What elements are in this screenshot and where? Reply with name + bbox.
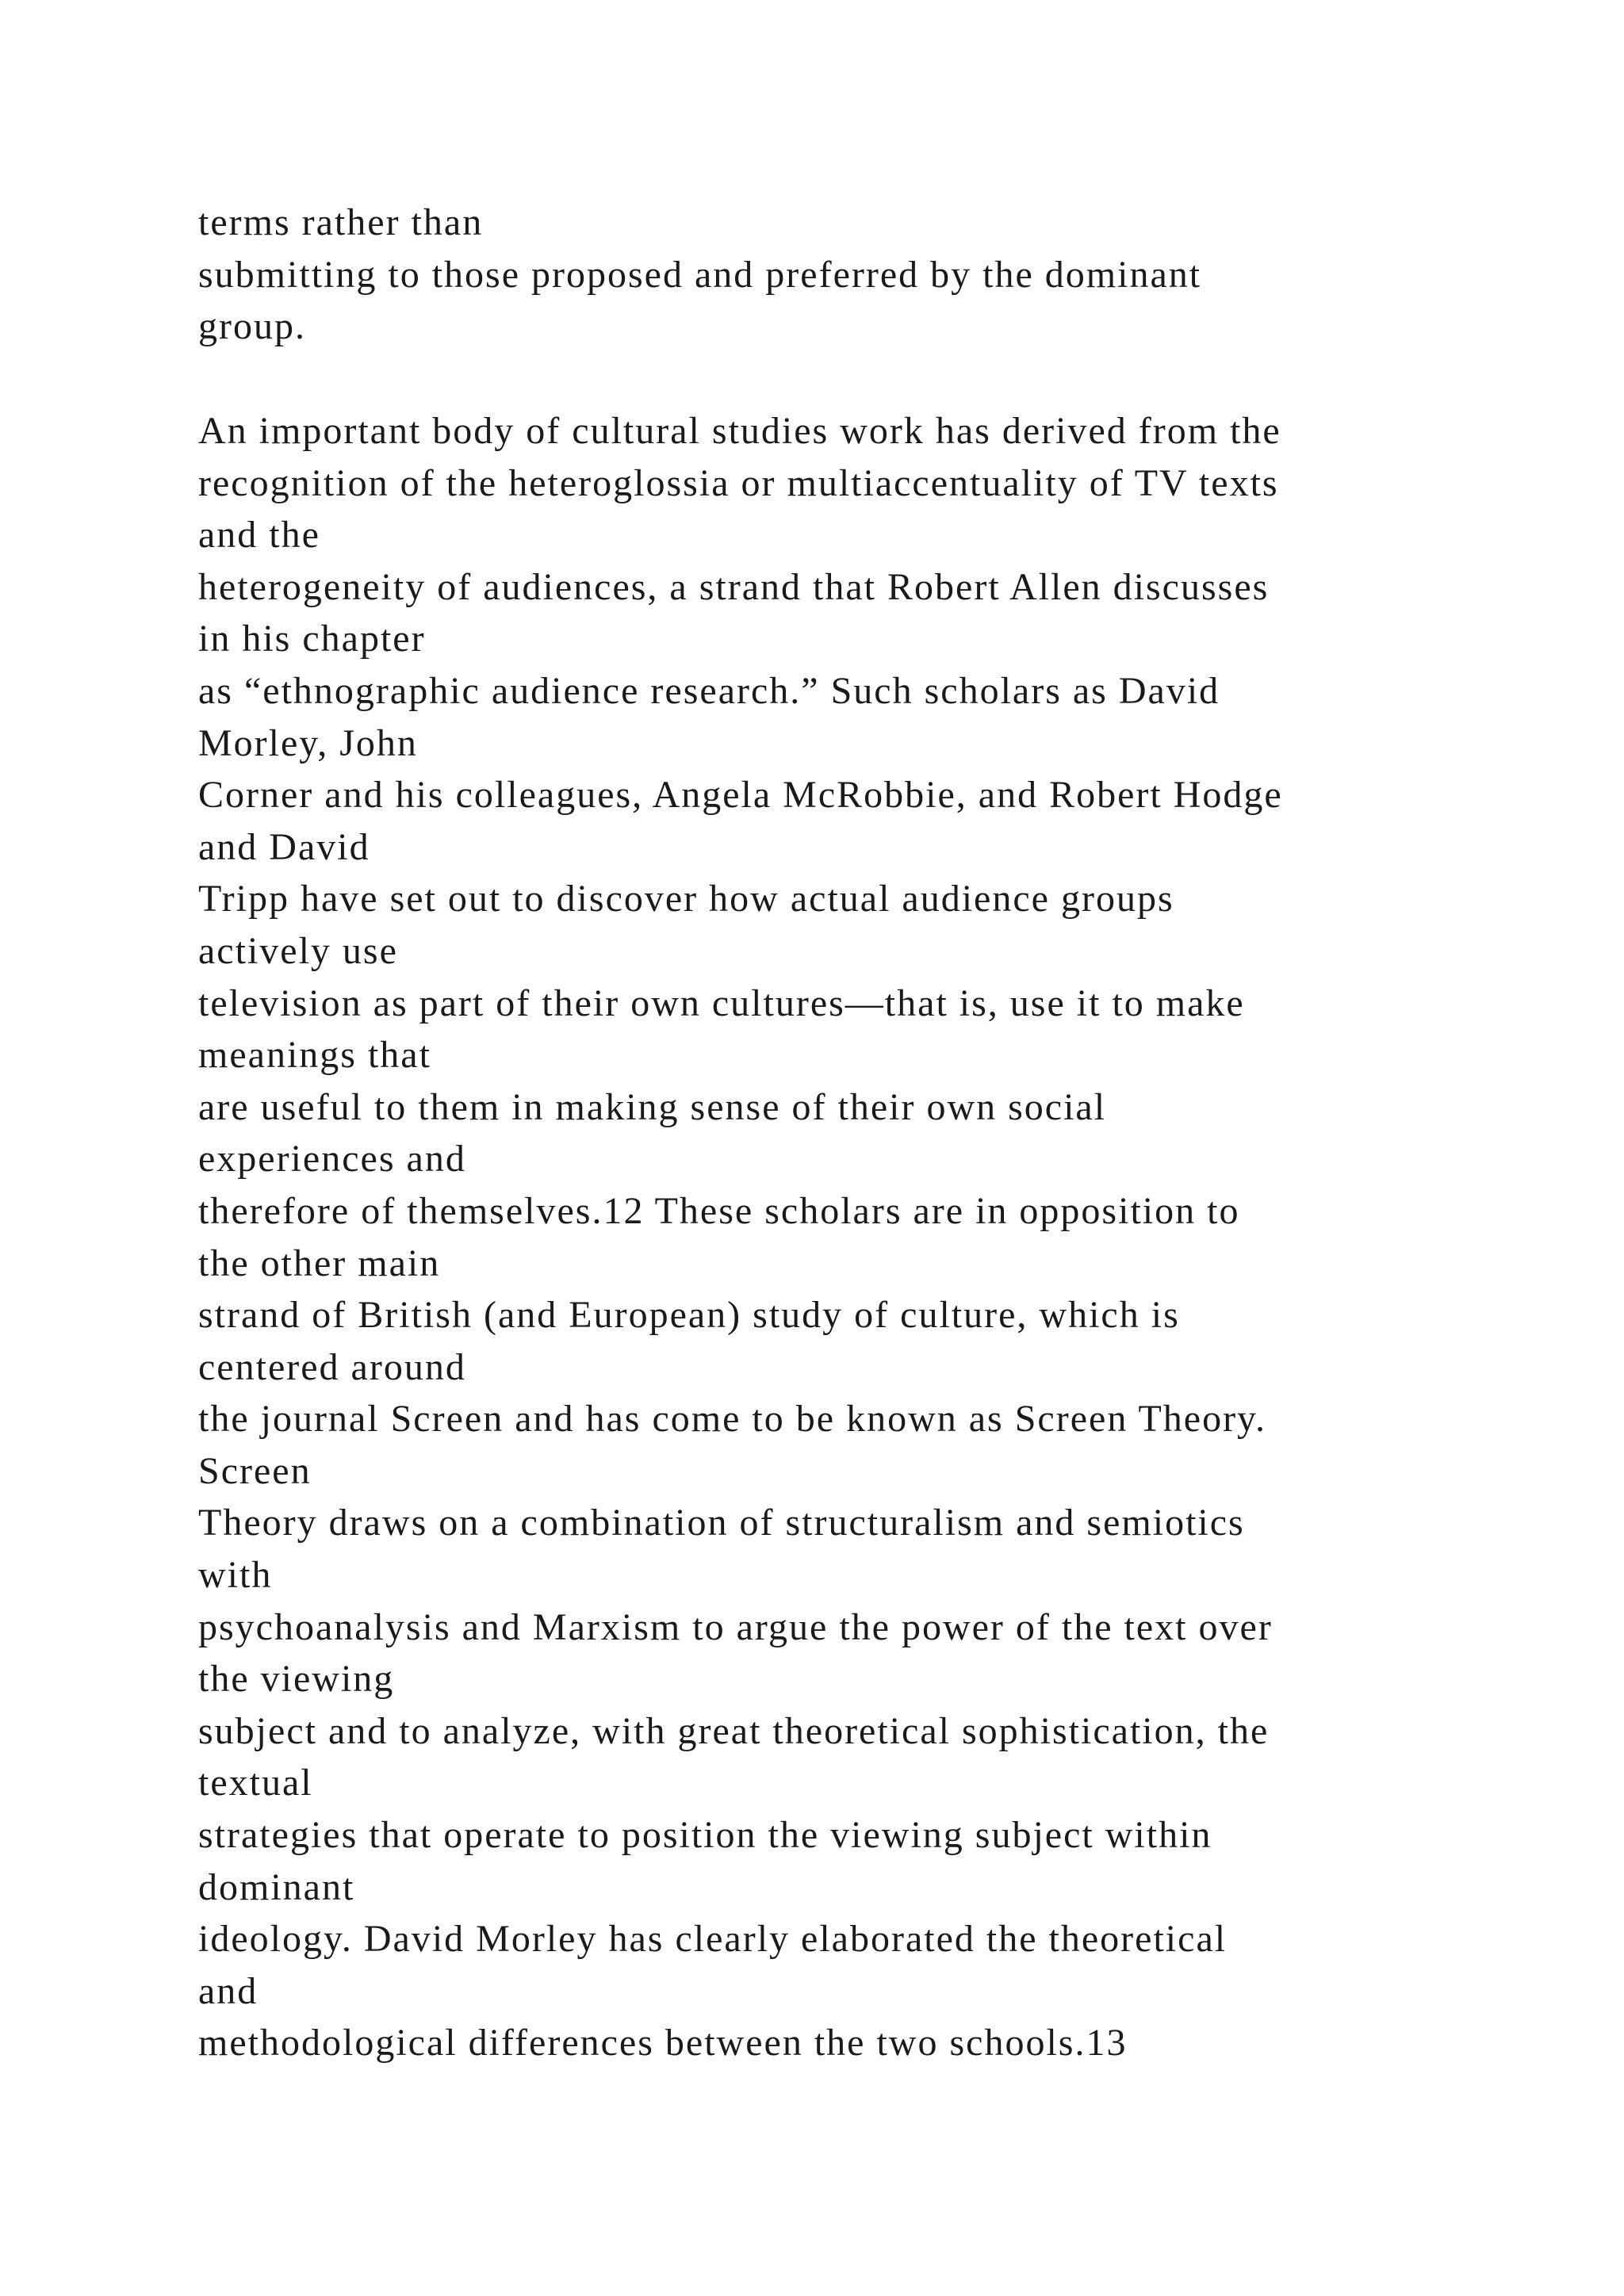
text-line: psychoanalysis and Marxism to argue the power of the text over	[198, 1605, 1273, 1648]
text-line: Screen	[198, 1449, 312, 1492]
text-line: strand of British (and European) study of culture, which is	[198, 1294, 1180, 1337]
text-line: methodological differences between the two schools.13	[198, 2022, 1128, 2064]
paragraph-continuation	[198, 197, 1515, 353]
text-line: television as part of their own cultures—that is, use it to make	[198, 982, 1245, 1024]
text-line: and the	[198, 514, 320, 557]
text-line: experiences and	[198, 1138, 466, 1181]
text-line: the viewing	[198, 1658, 395, 1701]
text-line: group.	[198, 305, 306, 348]
text-line: heterogeneity of audiences, a strand that Robert Allen discusses	[198, 565, 1270, 608]
text-line: as “ethnographic audience research.” Such scholars as David	[198, 669, 1220, 712]
text-line: strategies that operate to position the viewing subject within	[198, 1814, 1212, 1857]
text-line: dominant	[198, 1866, 355, 1908]
text-line: in his chapter	[198, 618, 426, 660]
text-line: Corner and his colleagues, Angela McRobbie, and Robert Hodge	[198, 774, 1283, 817]
text-line: are useful to them in making sense of their own social	[198, 1085, 1107, 1128]
text-line: meanings that	[198, 1034, 431, 1077]
text-line: Theory draws on a combination of structuralism and semiotics	[198, 1502, 1245, 1544]
text-line: terms rather than	[198, 201, 484, 243]
text-line: and David	[198, 825, 370, 868]
paragraph-cultural-studies	[198, 405, 1515, 2069]
text-line: recognition of the heteroglossia or multiaccentuality of TV texts	[198, 461, 1279, 504]
text-line: Tripp have set out to discover how actual audience groups	[198, 878, 1174, 920]
text-line: textual	[198, 1762, 313, 1804]
text-line: therefore of themselves.12 These scholars are in opposition to	[198, 1189, 1240, 1232]
text-line: ideology. David Morley has clearly elaborated the theoretical	[198, 1918, 1228, 1961]
text-line: actively use	[198, 929, 398, 972]
text-line: with	[198, 1554, 273, 1597]
text-line: Morley, John	[198, 721, 418, 764]
text-line: centered around	[198, 1345, 466, 1388]
text-line: the other main	[198, 1242, 441, 1284]
text-line: the journal Screen and has come to be known as Screen Theory.	[198, 1398, 1266, 1441]
text-line: subject and to analyze, with great theoretical sophistication, the	[198, 1709, 1270, 1752]
text-line: submitting to those proposed and preferred by the dominant	[198, 253, 1202, 296]
text-line: and	[198, 1969, 259, 2012]
text-line: An important body of cultural studies work has derived from the	[198, 410, 1281, 452]
